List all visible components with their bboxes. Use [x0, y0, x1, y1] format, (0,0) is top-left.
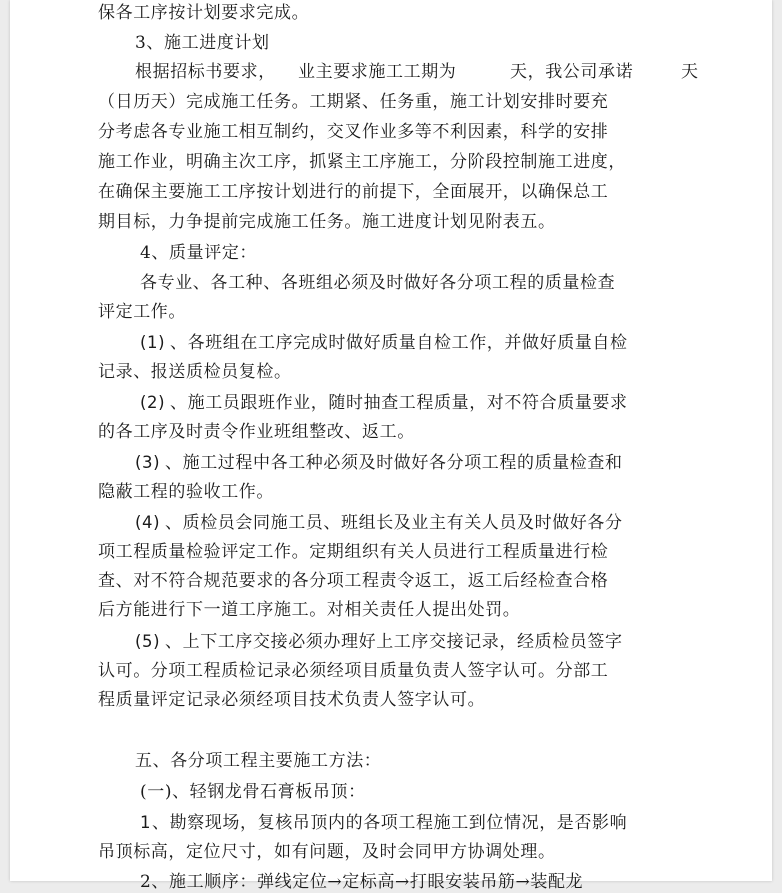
- paragraph-line: 施工作业，明确主次工序，抓紧主工序施工，分阶段控制施工进度，: [98, 152, 626, 172]
- list-item-line-cutoff: 2、施工顺序：弹线定位→定标高→打眼安装吊筋→装配龙: [140, 872, 584, 892]
- list-item-line: 、勘察现场，复核吊顶内的各项工程施工到位情况，是否影响: [152, 813, 628, 833]
- list-item-number: (2): [140, 393, 166, 412]
- paragraph-line: 各专业、各工种、各班组必须及时做好各分项工程的质量检查: [140, 273, 616, 293]
- paragraph-line: 期目标，力争提前完成施工任务。施工进度计划见附表五。: [98, 212, 556, 232]
- list-item-line: 、质检员会同施工员、班组长及业主有关人员及时做好各分: [165, 513, 623, 533]
- list-item-line: 程质量评定记录必须经项目技术负责人签字认可。: [98, 690, 486, 710]
- list-item-line: 吊顶标高，定位尺寸，如有问题，及时会同甲方协调处理。: [98, 842, 556, 862]
- list-item-line: 后方能进行下一道工序施工。对相关责任人提出处罚。: [98, 600, 521, 620]
- section-heading-quality: 4、质量评定：: [140, 243, 258, 263]
- list-item-number: 1: [140, 813, 152, 832]
- paragraph-line: 业主要求施工工期为: [298, 62, 457, 82]
- list-item-line: 查、对不符合规范要求的各分项工程责令返工，返工后经检查合格: [98, 571, 609, 591]
- paragraph-line: 分考虑各专业施工相互制约，交叉作业多等不利因素，科学的安排: [98, 122, 609, 142]
- list-item-number: (5): [135, 632, 161, 651]
- paragraph-line: 根据招标书要求，: [135, 62, 276, 82]
- list-item-number: (3): [135, 453, 161, 472]
- list-item-line: 、各班组在工序完成时做好质量自检工作，并做好质量自检: [170, 333, 628, 353]
- section-heading-methods: 五、各分项工程主要施工方法：: [135, 751, 382, 771]
- list-item-number: (1): [140, 333, 166, 352]
- list-item-line: 的各工序及时责令作业班组整改、返工。: [98, 422, 415, 442]
- paragraph-line: 天: [681, 62, 699, 82]
- list-item-line: 、施工员跟班作业，随时抽查工程质量，对不符合质量要求: [170, 393, 628, 413]
- paragraph-line: 在确保主要施工工序按计划进行的前提下，全面展开，以确保总工: [98, 182, 609, 202]
- paragraph-line: 天，我公司承诺: [510, 62, 634, 82]
- section-heading-schedule: 3、施工进度计划: [135, 33, 270, 53]
- list-item-line: 、施工过程中各工种必须及时做好各分项工程的质量检查和: [165, 453, 623, 473]
- paragraph-line: 评定工作。: [98, 302, 186, 322]
- list-item-line: 、上下工序交接必须办理好上工序交接记录，经质检员签字: [165, 632, 623, 652]
- list-item-line: 记录、报送质检员复检。: [98, 362, 292, 382]
- document-page: [10, 0, 772, 892]
- paragraph-line: 保各工序按计划要求完成。: [98, 3, 310, 23]
- list-item-line: 隐蔽工程的验收工作。: [98, 482, 274, 502]
- list-item-line: 项工程质量检验评定工作。定期组织有关人员进行工程质量进行检: [98, 542, 609, 562]
- list-item-line: 认可。分项工程质检记录必须经项目质量负责人签字认可。分部工: [98, 661, 609, 681]
- list-item-number: (4): [135, 513, 161, 532]
- subsection-heading-ceiling: (一)、轻钢龙骨石膏板吊顶：: [140, 782, 366, 802]
- paragraph-line: （日历天）完成施工任务。工期紧、任务重，施工计划安排时要充: [98, 92, 609, 112]
